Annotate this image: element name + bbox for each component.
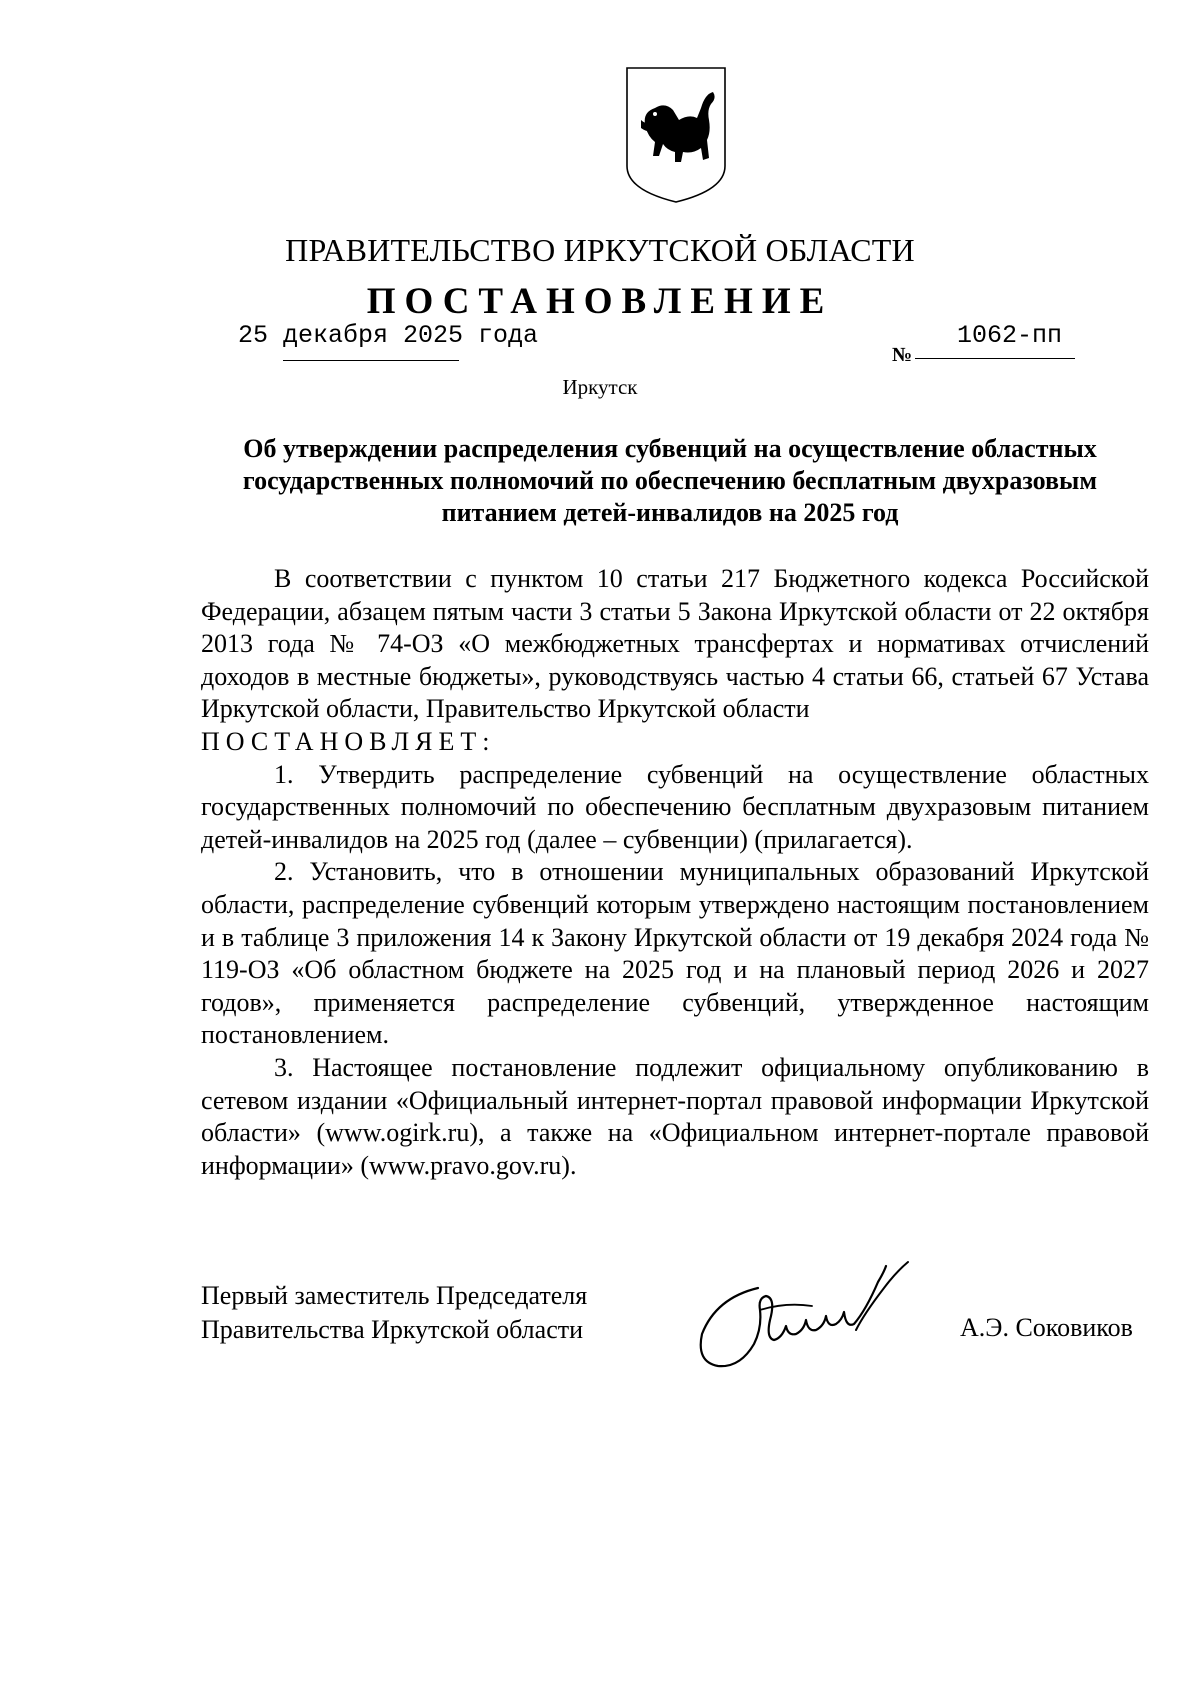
document-type-title: ПОСТАНОВЛЕНИЕ [366,281,834,322]
signer-position [201,1279,587,1347]
item-1-paragraph: 1. Утвердить распределение субвенций на осуществление областных государственных полномочий по обеспечению бесплатным двухразовым питанием детей-инвалидов на 2025 год (далее – субвенции) (прилагается). [201,759,1149,854]
document-subject: Об утверждении распределения субвенций на осуществление областных государственных полномочий по обеспечению бесплатным двухразовым питанием детей-инвалидов на 2025 год [242,434,1098,527]
signer-name: А.Э. Соковиков [960,1313,1133,1342]
coat-of-arms-icon [623,64,729,206]
signer-position-line2: Правительства Иркутской области [201,1315,584,1344]
preamble-paragraph: В соответствии с пунктом 10 статьи 217 Бюджетного кодекса Российской Федерации, абзацем пятым части 3 статьи 5 Закона Иркутской области от 22 октября 2013 года № 74-ОЗ «О межбюджетных трансфертах и нормативах отчислений доходов в местные бюджеты», руководствуясь частью 4 статьи 66, статьей 67 Устава Иркутской области, Правительство Иркутской области [201,564,1149,724]
item-3-paragraph: 3. Настоящее постановление подлежит официальному опубликованию в сетевом издании «Официальный интернет-портал правовой информации Иркутской области» (www.ogirk.ru), а также на «Официальном интернет-портале правовой информации» (www.pravo.gov.ru). [201,1052,1149,1180]
signer-position-line1: Первый заместитель Председателя [201,1281,588,1310]
city-name: Иркутск [562,375,638,399]
document-body [201,563,1149,1182]
government-name: ПРАВИТЕЛЬСТВО ИРКУТСКОЙ ОБЛАСТИ [285,232,915,268]
date-underline [283,360,459,361]
number-sign: № [892,344,913,366]
number-underline [915,358,1075,359]
postanovlyaet-heading: ПОСТАНОВЛЯЕТ: [201,726,496,756]
handwritten-signature-icon [696,1258,932,1378]
document-date: 25 декабря 2025 года [238,321,539,350]
item-2-paragraph: 2. Установить, что в отношении муниципальных образований Иркутской области, распределение субвенций которым утверждено настоящим постановлением и в таблице 3 приложения 14 к Закону Иркутской области от 19 декабря 2024 года № 119-ОЗ «Об областном бюджете на 2025 год и на плановый период 2026 и 2027 годов», применяется распределение субвенций, утвержденное настоящим постановлением. [201,857,1149,1050]
document-number: 1062-пп [957,321,1063,350]
